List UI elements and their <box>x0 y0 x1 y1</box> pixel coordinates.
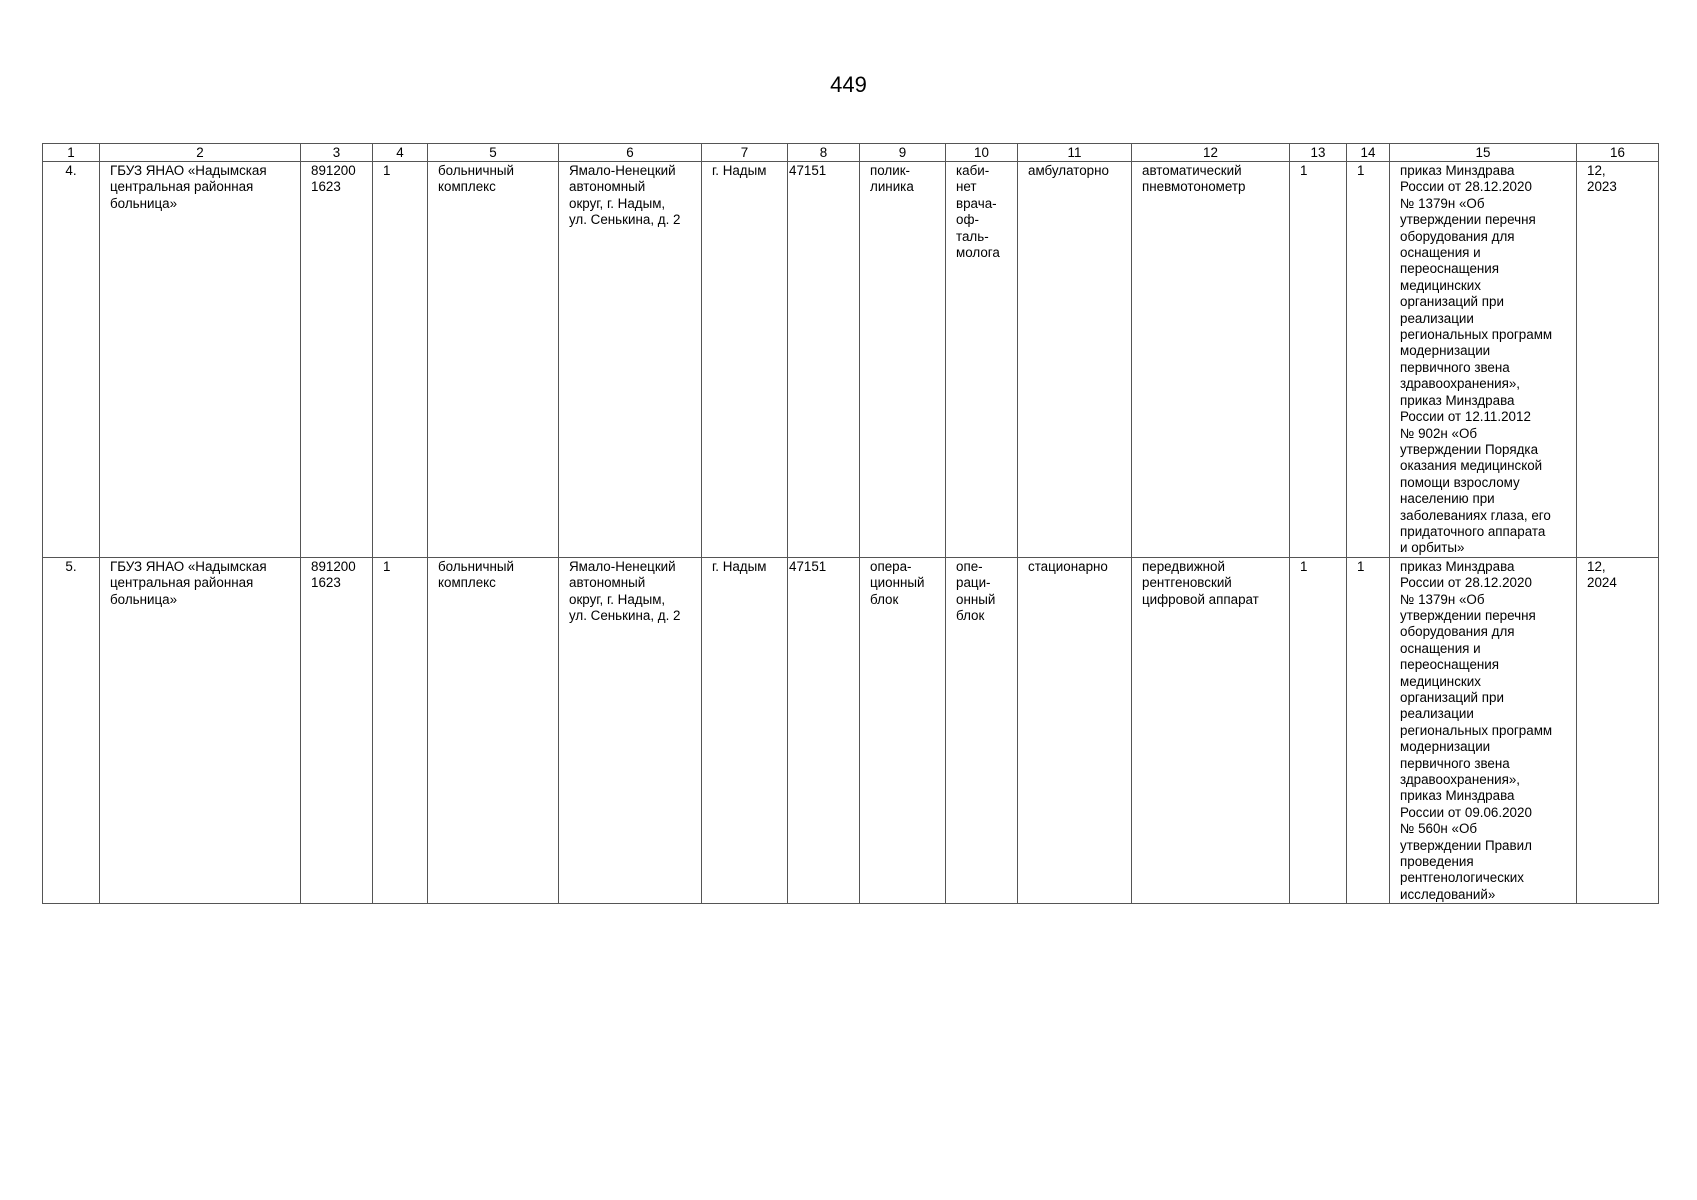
column-number-9: 9 <box>860 144 946 162</box>
care-form-cell <box>1018 557 1132 904</box>
registry-table <box>42 143 1659 904</box>
column-4-value: 1 <box>383 558 391 574</box>
unit-cell <box>860 557 946 904</box>
quantity-cell <box>1290 162 1347 558</box>
equipment-cell <box>1132 557 1290 904</box>
okato-cell <box>788 557 860 904</box>
legal-basis-cell <box>1390 162 1577 558</box>
column-4-cell <box>373 557 428 904</box>
city: г. Надым <box>712 558 767 574</box>
quantity: 1 <box>1300 558 1308 574</box>
organization-name: ГБУЗ ЯНАО «Надымская центральная районная больница» <box>110 558 267 607</box>
organization-code: 891200 1623 <box>311 558 356 591</box>
unit: полик- линика <box>870 163 914 195</box>
column-number-11: 11 <box>1018 144 1132 162</box>
legal-basis-cell <box>1390 557 1577 904</box>
code-cell <box>301 557 373 904</box>
column-number-1: 1 <box>43 144 100 162</box>
organization-cell <box>100 557 301 904</box>
city-cell <box>702 162 788 558</box>
header-row <box>43 144 1659 162</box>
row-number-cell <box>43 162 100 558</box>
equipment: передвижной рентгеновский цифровой аппарат <box>1142 558 1259 607</box>
room: каби- нет врача- оф- таль- молога <box>956 163 1000 261</box>
care-form: амбулаторно <box>1028 163 1109 178</box>
facility-type-cell <box>428 162 559 558</box>
quantity-cell <box>1290 557 1347 904</box>
organization-code: 891200 1623 <box>311 163 356 195</box>
column-14-cell <box>1347 557 1390 904</box>
quantity: 1 <box>1300 163 1308 178</box>
column-4-cell <box>373 162 428 558</box>
column-number-4: 4 <box>373 144 428 162</box>
legal-basis: приказ Минздрава России от 28.12.2020 № 1379н «Об утверждении перечня оборудования для оснащения и переоснащения медицинских организаций при реализации региональных программ модернизации первичного звена здравоохранения», приказ Минздрава России от 12.11.2012 № 902н «Об утверждении Порядка оказания медицинской помощи взрослому населению при заболеваниях глаза, его придаточного аппарата и орбиты» <box>1400 163 1553 556</box>
column-14-value: 1 <box>1357 163 1365 178</box>
address: Ямало-Ненецкий автономный округ, г. Надым, ул. Сенькина, д. 2 <box>569 558 681 623</box>
facility-type: больничный комплекс <box>438 558 514 591</box>
period: 12, 2023 <box>1587 163 1617 195</box>
column-number-10: 10 <box>946 144 1018 162</box>
row-number: 5. <box>65 558 77 574</box>
column-number-8: 8 <box>788 144 860 162</box>
page-number: 449 <box>830 72 867 97</box>
unit-cell <box>860 162 946 558</box>
column-number-14: 14 <box>1347 144 1390 162</box>
column-number-15: 15 <box>1390 144 1577 162</box>
equipment: автоматический пневмотонометр <box>1142 163 1246 195</box>
period-cell <box>1577 557 1659 904</box>
column-14-cell <box>1347 162 1390 558</box>
unit: опера- ционный блок <box>870 558 925 607</box>
facility-type-cell <box>428 557 559 904</box>
column-14-value: 1 <box>1357 558 1365 574</box>
column-number-12: 12 <box>1132 144 1290 162</box>
column-4-value: 1 <box>383 163 391 178</box>
row-number-cell <box>43 557 100 904</box>
okato-cell <box>788 162 860 558</box>
okato-code: 47151 <box>789 163 827 178</box>
organization-cell <box>100 162 301 558</box>
care-form-cell <box>1018 162 1132 558</box>
equipment-cell <box>1132 162 1290 558</box>
code-cell <box>301 162 373 558</box>
period-cell <box>1577 162 1659 558</box>
column-number-7: 7 <box>702 144 788 162</box>
period: 12, 2024 <box>1587 558 1617 591</box>
row-number: 4. <box>65 163 77 178</box>
room: опе- раци- онный блок <box>956 558 996 623</box>
column-number-6: 6 <box>559 144 702 162</box>
column-number-3: 3 <box>301 144 373 162</box>
column-number-13: 13 <box>1290 144 1347 162</box>
room-cell <box>946 162 1018 558</box>
city: г. Надым <box>712 163 767 178</box>
address-cell <box>559 162 702 558</box>
legal-basis: приказ Минздрава России от 28.12.2020 № 1379н «Об утверждении перечня оборудования для оснащения и переоснащения медицинских организаций при реализации региональных программ модернизации первичного звена здравоохранения», приказ Минздрава России от 09.06.2020 № 560н «Об утверждении Правил проведения рентгенологических исследований» <box>1400 558 1553 902</box>
table-row <box>43 162 1659 558</box>
table-row <box>43 557 1659 904</box>
okato-code: 47151 <box>789 558 827 574</box>
column-number-5: 5 <box>428 144 559 162</box>
column-number-2: 2 <box>100 144 301 162</box>
address: Ямало-Ненецкий автономный округ, г. Надым, ул. Сенькина, д. 2 <box>569 163 681 228</box>
address-cell <box>559 557 702 904</box>
column-number-16: 16 <box>1577 144 1659 162</box>
organization-name: ГБУЗ ЯНАО «Надымская центральная районная больница» <box>110 163 267 211</box>
room-cell <box>946 557 1018 904</box>
city-cell <box>702 557 788 904</box>
facility-type: больничный комплекс <box>438 163 514 195</box>
care-form: стационарно <box>1028 558 1108 574</box>
